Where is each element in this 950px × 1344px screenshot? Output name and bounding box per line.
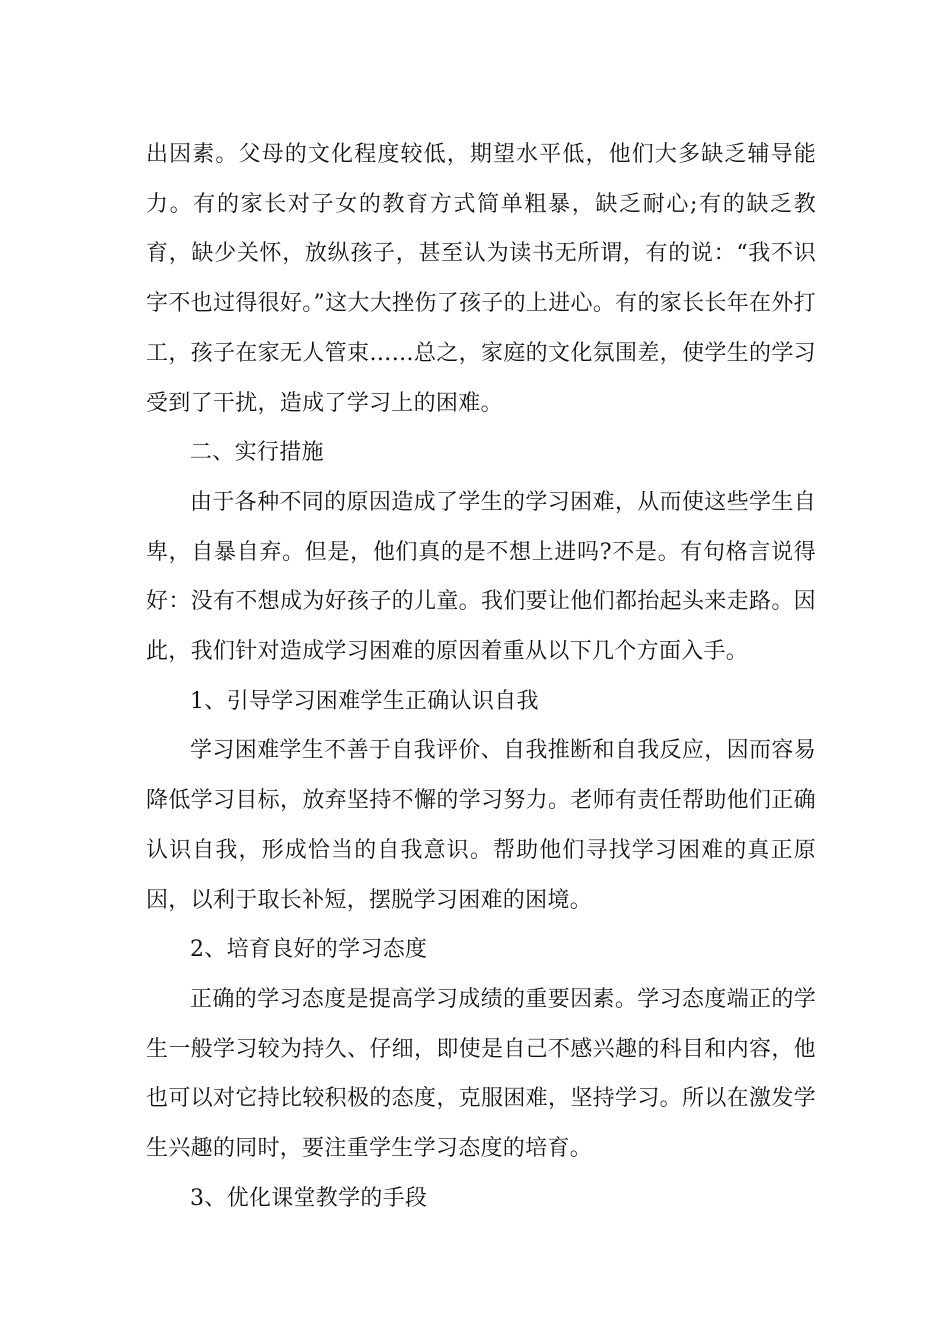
paragraph-learning-attitude: 正确的学习态度是提高学习成绩的重要因素。学习态度端正的学生一般学习较为持久、仔细，即使是自己不感兴趣的科目和内容，他也可以对它持比较积极的态度，克服困难，坚持学习。所以在激发学生兴趣的同时，要注重学生学习态度的培育。 xyxy=(146,986,816,1162)
paragraph-self-awareness: 学习困难学生不善于自我评价、自我推断和自我反应，因而容易降低学习目标，放弃坚持不懈的学习努力。老师有责任帮助他们正确认识自我，形成恰当的自我意识。帮助他们寻找学习困难的真正原因，以利于取长补短，摆脱学习困难的困境。 xyxy=(146,738,816,913)
document-body xyxy=(146,130,816,1223)
paragraph-family-factors: 出因素。父母的文化程度较低，期望水平低，他们大多缺乏辅导能力。有的家长对子女的教育方式简单粗暴，缺乏耐心;有的缺乏教育，缺少关怀，放纵孩子，甚至认为读书无所谓，有的说：“我不识字不也过得很好。”这大大挫伤了孩子的上进心。有的家长长年在外打工，孩子在家无人管束……总之，家庭的文化氛围差，使学生的学习受到了干扰，造成了学习上的困难。 xyxy=(146,142,816,416)
heading-classroom-teaching: 3、优化课堂教学的手段 xyxy=(190,1185,428,1211)
heading-measures: 二、实行措施 xyxy=(190,440,324,466)
heading-learning-attitude: 2、培育良好的学习态度 xyxy=(190,937,428,963)
heading-self-awareness: 1、引导学习困难学生正确认识自我 xyxy=(190,688,539,714)
paragraph-measures-intro: 由于各种不同的原因造成了学生的学习困难，从而使这些学生自卑，自暴自弃。但是，他们真的是不想上进吗?不是。有句格言说得好：没有不想成为好孩子的儿童。我们要让他们都抬起头来走路。因此，我们针对造成学习困难的原因着重从以下几个方面入手。 xyxy=(146,489,816,665)
